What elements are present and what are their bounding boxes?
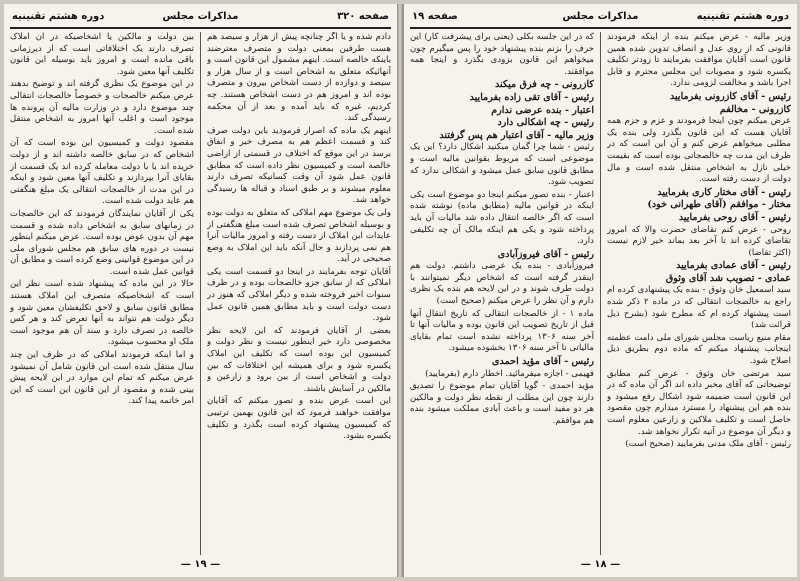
speaker-line: کازرونی - مخالفم xyxy=(719,103,791,115)
paragraph: آقایان توجه بفرمایند در اینجا دو قسمت است یکی املاکی که از سابق جزو خالصجات بوده و در ظرف سنوات اخیر فروخته شده و دیگر املاکی که هنوز در دست دولت است و باید مطابق همین قانون عمل شود. xyxy=(207,266,391,324)
paragraph: فهیمی - اجازه میفرمائید. اخطار دارم (بفرمایید) xyxy=(425,368,594,379)
speaker-line: رئیس - آقای مؤید احمدی xyxy=(492,356,594,368)
speaker-line: اعتبار - بنده عرضی ندارم xyxy=(491,104,594,116)
left-page-columns xyxy=(10,32,391,555)
paragraph: بعضی از آقایان فرمودند که این لایحه نظر مخصوصی دارد خیر اینطور نیست و نظر دولت و کمیسیون این بوده است که تکلیف این املاک یکسره شود و برای همیشه این اختلافات که بین دولت و اشخاص است از بین برود و زارعین و مالکین در آسایش باشند. xyxy=(207,325,391,394)
right-page xyxy=(403,4,797,577)
paragraph: ماده ۱ - از خالصجات انتقالی که تاریخ انتقال آنها قبل از تاریخ تصویب این قانون بوده و مالیات آنها تا آخر سنه ۱۳۰۶ پرداخته نشده است تمام بقایای مالیاتی تا آخر سنه ۱۳۰۶ بخشوده میشود. xyxy=(410,308,594,354)
paragraph: در این موضوع یک نظری گرفته اند و توضیح بدهند عرض میکنم خالصجات و خصوصاً خالصجات انتقالی چند موضوع دارد و در وزارت مالیه آن پرونده ها موجود است و اغلب آنها امروز به اشخاص منتقل شده است. xyxy=(10,79,194,136)
right-page-label: صفحه ۱۹ xyxy=(412,11,458,22)
right-page-series: دوره هشتم تقنینیه xyxy=(696,11,789,22)
speaker-line: رئیس - آقای عمادی بفرمایید xyxy=(676,260,791,272)
speaker-line: کازرونی - چه فرق میکند xyxy=(494,79,594,91)
speaker-line: رئیس - آقای روحی بفرمایید xyxy=(678,211,791,223)
left-page-number: — ۱۹ — xyxy=(180,559,221,570)
right-page-header xyxy=(410,9,791,29)
right-page-right-column xyxy=(607,32,791,555)
left-page-series: دوره هشتم تقنینیه xyxy=(12,11,105,22)
paragraph: حالا در این ماده که پیشنهاد شده است نظر این است که اشخاصیکه متصرف این املاک هستند مطابق قانون سابق و لاحق تکلیفشان معین شود و دیگر دولت هم نتواند به آنها تعرض کند و هر کس خالصه در تصرف دارد و سند آن هم موجود است ملک او محسوب میشود. xyxy=(10,279,194,348)
speaker-line: رئیس - آقای مختار کاری بفرمایید xyxy=(657,186,791,198)
paragraph: وزیر مالیه - عرض میکنم بنده از اینکه فرمودند قانونی که از روی عدل و انصاف تدوین شده همین قانون است آقایان موافقت بفرمایند تا زودتر تکلیف یکسره شود و مصوبات این مجلس محترم و قابل اجرا باشد و مخالفت لزومی ندارد. xyxy=(607,32,791,89)
paragraph: این است عرض بنده و تصور میکنم که آقایان موافقت خواهند فرمود که این قانون بهمین ترتیبی که کمیسیون پیشنهاد کرده است بگذرد و تکلیف یکسره بشود. xyxy=(207,396,391,442)
speaker-line: رئیس - آقای فیروزآبادی xyxy=(497,248,594,260)
column-divider xyxy=(200,32,201,555)
left-page-title: مذاکرات مجلس xyxy=(162,11,239,22)
left-page xyxy=(4,4,398,577)
speaker-line: وزیر مالیه - آقای اعتبار هم پس گرفتند xyxy=(439,129,594,141)
paragraph: فیروزآبادی - بنده یک عرضی داشتم. دولت هم اینقدر گرفته است که اشخاص دیگر نمیتوانند با دولت طرف شوند و در این لایحه هم بنده یک نظری دارم و آن نظر را عرض میکنم (صحیح است) xyxy=(410,261,594,307)
paragraph: عرض میکنم چون اینجا فرمودند و عزم و جزم همه آقایان هست که این قانون بگذرد ولی بنده یک مطلبی میخواهم عرض کنم و آن این است که در ظرف این مدت چه خالصجاتی بوده است که بقیمت خیلی نازل به اشخاص منتقل شده است و مال دولت از دست رفته است. xyxy=(607,116,791,185)
book-spread xyxy=(4,4,796,577)
left-page-left-column xyxy=(10,32,194,555)
speaker-line: عمادی - تصویب شد آقای وثوق xyxy=(665,272,791,284)
column-divider xyxy=(600,32,601,555)
right-page-columns xyxy=(410,32,791,555)
speaker-line: رئیس - آقای تقی زاده بفرمایید xyxy=(469,91,594,103)
paragraph: سید مرتضی خان وثوق - عرض کنم مطابق توضیحاتی که آقای مخبر داده اند اگر آن ماده که در این قانون است ضمیمه شود اشکال رفع میشود و بنده هم این پیشنهاد را مسترد میدارم چون مقصود حاصل است و تکلیف ملاکین و زارعین معلوم است و دیگر آن موضوع در آتیه تکرار نخواهد شد. xyxy=(607,368,791,437)
paragraph: اینهم یک ماده که اصرار فرمودید باین دولت صرف کند و قسمت اعظم هم به مصرف خیر و انفاق برسد در این موقع که اختلاف در قسمتی از اراضی خالصه است و کمیسیون نظر داده است که مطابق قانون عمل شود آن وقت کسانیکه تصرف دارند معلوم میشوند و بر طبق اسناد و قباله ها رسیدگی خواهد شد. xyxy=(207,125,391,206)
paragraph: مؤید احمدی - گویا آقایان تمام موضوع را تصدیق دارند چون این مطلب از نقطه نظر دولت و مالکین هر دو مفید است و باعث آبادی مملکت میشود بنده هم موافقم. xyxy=(410,381,594,426)
paragraph: بین دولت و مالکین یا اشخاصیکه در آن املاک تصرف دارند یک اختلافاتی است که از دیرزمانی باقی مانده است و امروز باید بوسیله این قانون تکلیف آنها معین شود. xyxy=(10,32,194,77)
paragraph: و اما اینکه فرمودند املاکی که در ظرف این چند سال منتقل شده است این قانون شامل آن نمیشود عرض میکنم که تمام این موارد در این لایحه پیش بینی شده و مقصود از این قانون این است که این امر خاتمه پیدا کند. xyxy=(10,350,194,407)
right-page-title: مذاکرات مجلس xyxy=(562,11,639,22)
paragraph: رئیس - آقای ملک مدنی بفرمایید (صحیح است) xyxy=(625,439,791,450)
speaker-line: رئیس - آقای کازرونی بفرمایید xyxy=(670,90,791,102)
paragraph: روحی - عرض کنم تقاضای حضرت والا که امروز تقاضای کرده اند تا آخر بعد بماند خیر لازم نیست (اکثر تقاضا) xyxy=(607,224,791,258)
left-page-header xyxy=(10,9,391,29)
paragraph: اعتبار - بنده تصور میکنم اینجا دو موضوع است یکی اینکه در قوانین مالیه (مطابق ماده) نوشته شده است که اگر خالصه انتقال داده شد مالیات آن باید پرداخته شود و یکی هم اینکه مالک آن چه تکلیفی دارد. xyxy=(410,189,594,247)
right-page-number: — ۱۸ — xyxy=(580,559,621,570)
right-page-left-column xyxy=(410,32,594,555)
paragraph: مقصود دولت و کمیسیون این بوده است که آن اشخاص که در سابق خالصه داشته اند و از دولت خریده اند یا با دولت معامله کرده اند یک قسمت از بقایای آنرا بپردازند و تکلیف آنها معین شود و اینکه در این مدت از خالصجات انتقالی یک مبلغ هنگفتی هم عاید دولت شده است. xyxy=(10,138,194,207)
paragraph: مقام منیع ریاست مجلس شورای ملی دامت عظمته اینجانب پیشنهاد میکنم که ماده دوم بطریق ذیل اصلاح شود. xyxy=(607,332,791,367)
paragraph: رئیس - شما چرا گمان میکنید اشکال دارد؟ این یک موضوعی است که مربوط بقوانین مالیه است و مطابق قانون سابق عمل میشود و اشکالی ندارد که تصویب شود. xyxy=(410,142,594,188)
speaker-line: مختار - موافقم (آقای طهرانی خود) xyxy=(647,199,791,211)
left-page-label: صفحه ۳۲۰ xyxy=(337,11,389,22)
speaker-line: رئیس - چه اشکالی دارد xyxy=(497,117,594,129)
left-page-right-column xyxy=(207,32,391,555)
paragraph: سید اسمعیل خان وثوق - بنده یک پیشنهادی کرده ام راجع به خالصجات انتقالی که در ماده ۲ ذکر شده است پیشنهاد کرده ام که مطرح شود (بشرح ذیل قرائت شد) xyxy=(607,285,791,331)
paragraph: ولی یک موضوع مهم املاکی که متعلق به دولت بوده و بوسیله اشخاص تصرف شده است مبلغ هنگفتی از عایدات این املاک از دست رفته و امروز مالیات آنرا هم نمی پردازند و حال آنکه باید این املاک به وضع صحیحی در آید. xyxy=(207,207,391,265)
paragraph: یکی از آقایان نمایندگان فرمودند که این خالصجات در زمانهای سابق به اشخاص داده شده و قسمت مهم آن بدون عوض بوده است. عرض میکنم اینطور نیست در دوره های سابق هم مجلس شورای ملی در این موضوع قوانینی وضع کرده است و مطابق آن قوانین عمل شده است. xyxy=(10,208,194,277)
paragraph: که در این جلسه بکلی (یعنی برای پیشرفت کار) این حرف را بزنم بنده پیشنهاد خود را پس میگیرم چون میخواهم این قانون بزودی بگذرد و اینجا همه موافقند. xyxy=(410,32,594,77)
paragraph: دادم شده و یا اگر چنانچه پیش از هزار و سیصد هم هست طرفین بمعنی دولت و متصرف معترضند باینکه خالصه است. اینهم مشمول این قانون است و آنهائیکه متعلق به اشخاص است و از سال هزار و سیصد و دوازده از دست اشخاص بیرون و متصرف بوده اند و امروز هم در دست اشخاص هستند. چه کردیم، غیره که باید آمده و بعد از آن محکمه رسیدگی کند. xyxy=(207,32,391,124)
